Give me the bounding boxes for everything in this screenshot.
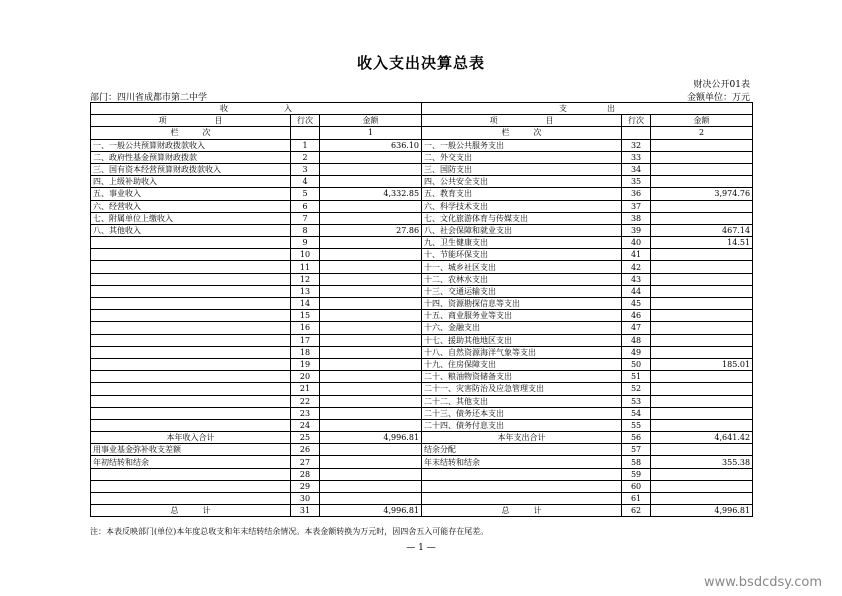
income-item-cell: [91, 419, 291, 431]
expense-amount-cell: [651, 200, 753, 212]
income-line-cell: 6: [291, 200, 320, 212]
table-row: [91, 493, 753, 505]
expense-line-cell: 57: [622, 444, 651, 456]
expense-amount-cell: [651, 371, 753, 383]
expense-line-cell: 55: [622, 419, 651, 431]
table-row: [91, 346, 753, 358]
income-amount-cell: [320, 468, 422, 480]
expense-amount-cell: [651, 383, 753, 395]
expense-amount-cell: [651, 298, 753, 310]
expense-amount-cell: [651, 139, 753, 151]
income-line-cell: 3: [291, 163, 320, 175]
income-line-cell: 24: [291, 419, 320, 431]
table-row: [91, 237, 753, 249]
expense-item-cell: 十八、自然资源海洋气象等支出: [422, 346, 622, 358]
expense-amount-cell: [651, 273, 753, 285]
expense-item-cell: [422, 493, 622, 505]
income-item-cell: [91, 468, 291, 480]
income-amount-cell: [320, 383, 422, 395]
expense-amount-cell: [651, 176, 753, 188]
expense-line-cell: 60: [622, 480, 651, 492]
expense-line-cell: 50: [622, 358, 651, 370]
income-line-header: 行次: [291, 115, 320, 127]
income-line-cell: 11: [291, 261, 320, 273]
expense-line-cell: 49: [622, 346, 651, 358]
income-item-cell: 二、政府性基金预算财政拨款: [91, 151, 291, 163]
expense-amount-cell: 4,641.42: [651, 432, 753, 444]
table-row: [91, 456, 753, 468]
income-amount-cell: [320, 493, 422, 505]
expense-item-cell: 一、一般公共服务支出: [422, 139, 622, 151]
expense-item-cell: 五、教育支出: [422, 188, 622, 200]
expense-line-cell: 42: [622, 261, 651, 273]
table-row: [91, 310, 753, 322]
income-line-cell: 19: [291, 358, 320, 370]
income-line-cell: 8: [291, 224, 320, 236]
income-item-cell: [91, 334, 291, 346]
table-row: [91, 273, 753, 285]
expense-line-cell: 45: [622, 298, 651, 310]
expense-line-cell: 38: [622, 212, 651, 224]
income-item-cell: 年初结转和结余: [91, 456, 291, 468]
income-amount-cell: [320, 200, 422, 212]
expense-amount-cell: [651, 151, 753, 163]
income-line-cell: 2: [291, 151, 320, 163]
expense-amount-cell: 3,974.76: [651, 188, 753, 200]
table-body: [91, 139, 753, 517]
income-item-cell: [91, 249, 291, 261]
expense-amount-cell: [651, 444, 753, 456]
income-line-cell: 12: [291, 273, 320, 285]
expense-item-cell: 二十四、债务付息支出: [422, 419, 622, 431]
expense-amount-cell: 185.01: [651, 358, 753, 370]
expense-item-cell: 十七、援助其他地区支出: [422, 334, 622, 346]
expense-line-cell: 51: [622, 371, 651, 383]
income-item-cell: 八、其他收入: [91, 224, 291, 236]
income-item-cell: [91, 480, 291, 492]
expense-item-cell: 七、文化旅游体育与传媒支出: [422, 212, 622, 224]
expense-line-cell: 54: [622, 407, 651, 419]
table-row: [91, 395, 753, 407]
income-line-cell: 18: [291, 346, 320, 358]
expense-line-cell: 44: [622, 285, 651, 297]
table-row: [91, 383, 753, 395]
expense-line-cell: 52: [622, 383, 651, 395]
income-amount-cell: [320, 371, 422, 383]
expense-item-cell: 年末结转和结余: [422, 456, 622, 468]
expense-item-cell: 本年支出合计: [422, 432, 622, 444]
expense-amount-cell: [651, 163, 753, 175]
income-amount-cell: [320, 176, 422, 188]
income-item-cell: 五、事业收入: [91, 188, 291, 200]
income-amount-cell: [320, 163, 422, 175]
income-item-cell: 七、附属单位上缴收入: [91, 212, 291, 224]
table-row: [91, 163, 753, 175]
income-amount-cell: [320, 395, 422, 407]
expense-item-cell: 二十三、债务还本支出: [422, 407, 622, 419]
income-expense-table: [90, 102, 753, 517]
expense-amount-cell: [651, 285, 753, 297]
expense-line-cell: 41: [622, 249, 651, 261]
income-line-cell: 14: [291, 298, 320, 310]
expense-item-cell: 十一、城乡社区支出: [422, 261, 622, 273]
table-row: [91, 432, 753, 444]
income-amount-cell: [320, 273, 422, 285]
footnote: 注：本表反映部门(单位)本年度总收支和年末结转结余情况。本表金额转换为万元时，因四舍五入可能存在尾差。: [90, 527, 489, 536]
expense-amount-header: 金额: [651, 115, 753, 127]
table-row: [91, 505, 753, 517]
income-line-cell: 31: [291, 505, 320, 517]
income-item-cell: [91, 407, 291, 419]
income-line-cell: 27: [291, 456, 320, 468]
table-row: [91, 139, 753, 151]
income-amount-cell: 636.10: [320, 139, 422, 151]
expense-line-cell: 48: [622, 334, 651, 346]
income-item-header: 项 目: [91, 115, 291, 127]
expense-item-cell: 十六、金融支出: [422, 322, 622, 334]
amount-unit-label: 金额单位：万元: [686, 93, 750, 103]
department-label: 部门：四川省成都市第二中学: [90, 93, 208, 103]
expense-line-cell: 34: [622, 163, 651, 175]
table-row: [91, 176, 753, 188]
income-line-cell: 5: [291, 188, 320, 200]
expense-amount-cell: 14.51: [651, 237, 753, 249]
table-row: [91, 371, 753, 383]
income-line-cell: 9: [291, 237, 320, 249]
income-item-cell: [91, 358, 291, 370]
income-group-header: 收 入: [91, 103, 422, 115]
income-amount-cell: [320, 310, 422, 322]
table-row: [91, 285, 753, 297]
income-amount-cell: [320, 407, 422, 419]
income-line-cell: 10: [291, 249, 320, 261]
expense-item-header: 项 目: [422, 115, 622, 127]
income-line-cell: 1: [291, 139, 320, 151]
column-number-row: [91, 127, 753, 139]
table-row: [91, 298, 753, 310]
income-item-cell: 本年收入合计: [91, 432, 291, 444]
income-amount-cell: 4,996.81: [320, 505, 422, 517]
income-item-cell: [91, 261, 291, 273]
expense-line-cell: 46: [622, 310, 651, 322]
expense-amount-cell: [651, 334, 753, 346]
income-item-cell: [91, 298, 291, 310]
income-amount-cell: [320, 237, 422, 249]
expense-item-cell: 总 计: [422, 505, 622, 517]
income-item-cell: [91, 237, 291, 249]
expense-item-cell: 二十二、其他支出: [422, 395, 622, 407]
table-row: [91, 334, 753, 346]
income-line-cell: 7: [291, 212, 320, 224]
income-line-cell: 28: [291, 468, 320, 480]
form-code: 财决公开01表: [693, 80, 750, 90]
expense-line-cell: 40: [622, 237, 651, 249]
income-item-cell: [91, 395, 291, 407]
group-header-row: [91, 103, 753, 115]
expense-line-cell: 35: [622, 176, 651, 188]
expense-amount-cell: 4,996.81: [651, 505, 753, 517]
expense-amount-cell: [651, 346, 753, 358]
expense-group-header: 支 出: [422, 103, 753, 115]
income-amount-cell: [320, 444, 422, 456]
income-amount-cell: 4,332.85: [320, 188, 422, 200]
income-item-cell: 用事业基金弥补收支差额: [91, 444, 291, 456]
expense-item-cell: 九、卫生健康支出: [422, 237, 622, 249]
income-amount-cell: [320, 285, 422, 297]
income-column-label: 栏 次: [91, 127, 291, 139]
income-line-cell: 22: [291, 395, 320, 407]
income-line-cell: 29: [291, 480, 320, 492]
expense-item-cell: 二十、粮油物资储备支出: [422, 371, 622, 383]
income-column-number: 1: [320, 127, 422, 139]
income-item-cell: [91, 346, 291, 358]
income-line-cell: 30: [291, 493, 320, 505]
income-line-cell: 25: [291, 432, 320, 444]
expense-line-cell: 47: [622, 322, 651, 334]
expense-amount-cell: [651, 322, 753, 334]
income-amount-cell: [320, 151, 422, 163]
expense-line-cell: 62: [622, 505, 651, 517]
expense-amount-cell: [651, 249, 753, 261]
income-amount-cell: [320, 261, 422, 273]
expense-line-cell: 58: [622, 456, 651, 468]
expense-item-cell: 十二、农林水支出: [422, 273, 622, 285]
income-amount-cell: 4,996.81: [320, 432, 422, 444]
report-title: 收入支出决算总表: [356, 54, 485, 72]
expense-line-cell: 59: [622, 468, 651, 480]
expense-amount-cell: [651, 407, 753, 419]
expense-line-cell: 33: [622, 151, 651, 163]
table-row: [91, 419, 753, 431]
expense-line-cell: 43: [622, 273, 651, 285]
income-amount-cell: [320, 298, 422, 310]
expense-column-label: 栏 次: [422, 127, 622, 139]
expense-amount-cell: 355.38: [651, 456, 753, 468]
income-item-cell: [91, 371, 291, 383]
expense-amount-cell: [651, 419, 753, 431]
income-amount-cell: 27.86: [320, 224, 422, 236]
page-number: — 1 —: [406, 543, 436, 553]
income-line-cell: 15: [291, 310, 320, 322]
income-item-cell: 一、一般公共预算财政拨款收入: [91, 139, 291, 151]
expense-column-number: 2: [651, 127, 753, 139]
income-line-cell: 20: [291, 371, 320, 383]
income-item-cell: 总 计: [91, 505, 291, 517]
table-row: [91, 224, 753, 236]
expense-item-cell: 六、科学技术支出: [422, 200, 622, 212]
income-amount-cell: [320, 419, 422, 431]
income-line-cell: 4: [291, 176, 320, 188]
expense-item-cell: 二十一、灾害防治及应急管理支出: [422, 383, 622, 395]
table-row: [91, 407, 753, 419]
income-line-cell: 21: [291, 383, 320, 395]
income-line-cell: 23: [291, 407, 320, 419]
expense-item-cell: 八、社会保障和就业支出: [422, 224, 622, 236]
income-amount-cell: [320, 346, 422, 358]
expense-item-cell: 十四、资源勘探信息等支出: [422, 298, 622, 310]
income-amount-cell: [320, 358, 422, 370]
income-item-cell: [91, 383, 291, 395]
expense-item-cell: 十三、交通运输支出: [422, 285, 622, 297]
income-line-cell: 13: [291, 285, 320, 297]
income-amount-header: 金额: [320, 115, 422, 127]
table-row: [91, 322, 753, 334]
expense-line-cell: 39: [622, 224, 651, 236]
income-amount-cell: [320, 212, 422, 224]
expense-item-cell: 四、公共安全支出: [422, 176, 622, 188]
table-row: [91, 261, 753, 273]
expense-line-cell: 36: [622, 188, 651, 200]
expense-amount-cell: [651, 468, 753, 480]
income-item-cell: [91, 285, 291, 297]
expense-line-cell: 61: [622, 493, 651, 505]
expense-amount-cell: [651, 310, 753, 322]
income-line-cell: 26: [291, 444, 320, 456]
table-row: [91, 468, 753, 480]
income-amount-cell: [320, 456, 422, 468]
expense-item-cell: 十、节能环保支出: [422, 249, 622, 261]
watermark: www.bsdcdsy.com: [703, 575, 822, 590]
expense-line-blank: [622, 127, 651, 139]
income-item-cell: [91, 273, 291, 285]
income-item-cell: 三、国有资本经营预算财政拨款收入: [91, 163, 291, 175]
table-row: [91, 212, 753, 224]
table-row: [91, 444, 753, 456]
table-row: [91, 151, 753, 163]
expense-item-cell: 十九、住房保障支出: [422, 358, 622, 370]
expense-amount-cell: [651, 493, 753, 505]
expense-line-cell: 53: [622, 395, 651, 407]
column-header-row: [91, 115, 753, 127]
expense-amount-cell: [651, 261, 753, 273]
table-row: [91, 249, 753, 261]
income-amount-cell: [320, 480, 422, 492]
income-item-cell: 六、经营收入: [91, 200, 291, 212]
income-line-cell: 17: [291, 334, 320, 346]
expense-line-cell: 56: [622, 432, 651, 444]
table-row: [91, 188, 753, 200]
expense-line-header: 行次: [622, 115, 651, 127]
income-amount-cell: [320, 334, 422, 346]
expense-amount-cell: [651, 212, 753, 224]
income-line-blank: [291, 127, 320, 139]
expense-item-cell: 二、外交支出: [422, 151, 622, 163]
table-row: [91, 480, 753, 492]
income-item-cell: 四、上级补助收入: [91, 176, 291, 188]
expense-item-cell: [422, 480, 622, 492]
income-item-cell: [91, 322, 291, 334]
expense-item-cell: 三、国防支出: [422, 163, 622, 175]
income-item-cell: [91, 493, 291, 505]
table-row: [91, 358, 753, 370]
expense-amount-cell: [651, 395, 753, 407]
table-row: [91, 200, 753, 212]
expense-item-cell: [422, 468, 622, 480]
expense-amount-cell: 467.14: [651, 224, 753, 236]
expense-amount-cell: [651, 480, 753, 492]
income-item-cell: [91, 310, 291, 322]
expense-item-cell: 十五、商业服务业等支出: [422, 310, 622, 322]
income-amount-cell: [320, 249, 422, 261]
expense-line-cell: 32: [622, 139, 651, 151]
income-line-cell: 16: [291, 322, 320, 334]
expense-line-cell: 37: [622, 200, 651, 212]
expense-item-cell: 结余分配: [422, 444, 622, 456]
income-amount-cell: [320, 322, 422, 334]
